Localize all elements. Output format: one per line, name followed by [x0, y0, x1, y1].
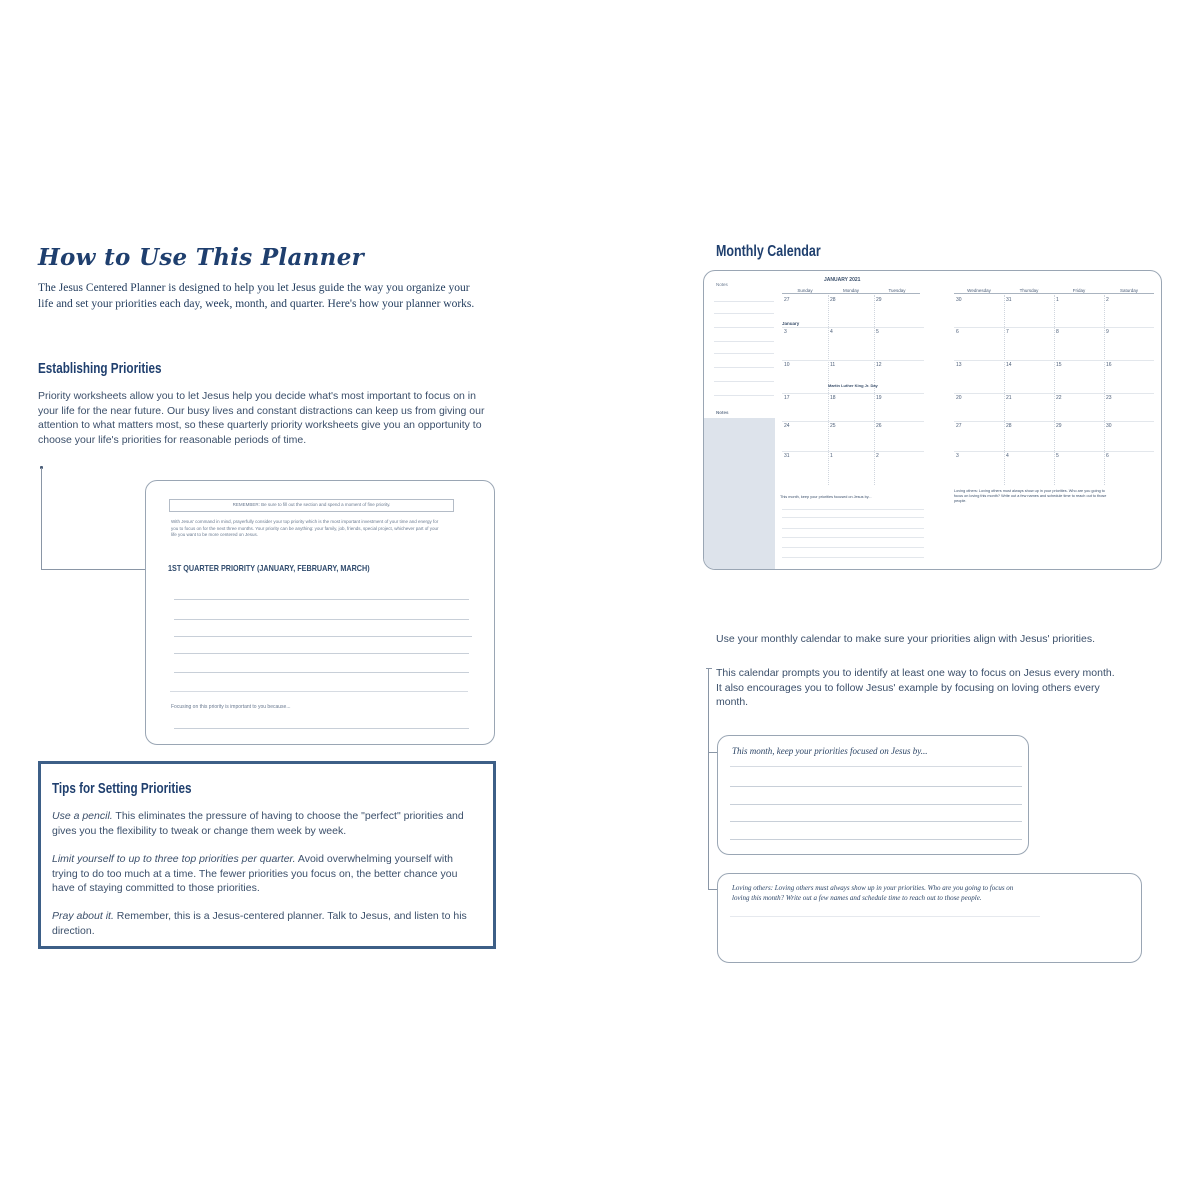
- tip-lead: Use a pencil.: [52, 810, 113, 822]
- day-number: 1: [1056, 297, 1059, 303]
- day-name: Thursday: [1004, 288, 1054, 294]
- tip-lead: Limit yourself to up to three top priorities per quarter.: [52, 853, 296, 865]
- writing-line: [170, 691, 468, 692]
- day-number: 2: [1106, 297, 1109, 303]
- day-number: 12: [876, 362, 882, 368]
- day-number: 18: [830, 395, 836, 401]
- grid-line: [782, 327, 924, 328]
- intro-paragraph: The Jesus Centered Planner is designed to help you let Jesus guide the way you organize your life and set your priorities each day, week, month, and quarter. Here's how your planner works.: [38, 282, 475, 310]
- tip-text: Avoid overwhelming yourself with trying to do too much at a time. The fewer priorities you focus on, the better chance you have of staying committed to those priorities.: [52, 853, 458, 894]
- sidebar-shaded-panel: [704, 418, 775, 570]
- day-number: 25: [830, 423, 836, 429]
- tip-lead: Pray about it.: [52, 910, 114, 922]
- tip-text: This eliminates the pressure of having to choose the "perfect" priorities and gives you the flexibility to tweak or change them week by week.: [52, 810, 464, 837]
- writing-line: [730, 766, 1022, 767]
- day-number: 29: [876, 297, 882, 303]
- calendar-loving-prompt: Loving others: Loving others must always show up in your priorities. Who are you going to focus on loving this month? Write out a few names and schedule time to reach out to those people.: [954, 489, 1107, 503]
- writing-line: [174, 672, 469, 673]
- writing-line: [782, 509, 924, 510]
- day-number: 21: [1006, 395, 1012, 401]
- day-number: 16: [1106, 362, 1112, 368]
- day-number: 23: [1106, 395, 1112, 401]
- month-label: JANUARY 2021: [824, 277, 861, 283]
- calendar-focus-prompt: This month, keep your priorities focused on Jesus by...: [780, 495, 872, 499]
- priority-worksheet-card: [145, 480, 495, 745]
- writing-line: [782, 517, 924, 518]
- tip-text: Remember, this is a Jesus-centered planner. Talk to Jesus, and listen to his direction.: [52, 910, 467, 937]
- note-line: [714, 301, 774, 302]
- day-name: Saturday: [1104, 288, 1154, 294]
- day-number: 31: [784, 453, 790, 459]
- grid-line: [954, 393, 1154, 394]
- day-number: 15: [1056, 362, 1062, 368]
- writing-line: [730, 786, 1022, 787]
- tip-item: [52, 809, 477, 838]
- day-number: 6: [956, 329, 959, 335]
- connector-line: [41, 569, 157, 570]
- grid-line: [954, 327, 1154, 328]
- section-heading: Establishing Priorities: [38, 360, 162, 377]
- day-number: 19: [876, 395, 882, 401]
- day-number: 10: [784, 362, 790, 368]
- writing-line: [782, 528, 924, 529]
- note-line: [714, 313, 774, 314]
- loving-callout-text: Loving others: Loving others must always show up in your priorities. Who are you going to focus on loving this month? Write out a few names and schedule time to reach out to those people.: [732, 884, 1014, 902]
- grid-line: [782, 421, 924, 422]
- grid-line: [782, 393, 924, 394]
- grid-line: [954, 451, 1154, 452]
- tips-box: [38, 761, 496, 949]
- calendar-description: This calendar prompts you to identify at least one way to focus on Jesus every month. It also encourages you to follow Jesus' example by focusing on loving others every month.: [716, 667, 1115, 708]
- writing-line: [174, 636, 472, 637]
- notes-label: Notes: [716, 282, 728, 287]
- day-number: 3: [956, 453, 959, 459]
- day-number: 27: [784, 297, 790, 303]
- day-number: 30: [956, 297, 962, 303]
- calendar-caption: Use your monthly calendar to make sure your priorities align with Jesus' priorities.: [716, 633, 1095, 645]
- day-number: 3: [784, 329, 787, 335]
- writing-line: [730, 839, 1022, 840]
- focus-callout-text: This month, keep your priorities focused on Jesus by...: [732, 746, 928, 756]
- day-number: 14: [1006, 362, 1012, 368]
- day-number: 30: [1106, 423, 1112, 429]
- day-number: 4: [830, 329, 833, 335]
- day-number: 31: [1006, 297, 1012, 303]
- day-number: 28: [1006, 423, 1012, 429]
- monthly-calendar-preview: [703, 270, 1162, 570]
- note-line: [714, 395, 774, 396]
- day-name: Sunday: [782, 288, 828, 294]
- writing-line: [782, 557, 924, 558]
- section-body: Priority worksheets allow you to let Jesus help you decide what's most important to focus on in your life for the near future. Our busy lives and constant distractions can keep us from giving our attention to what matters most, so these quarterly priority worksheets give you an opportunity to choose your life's priorities for reasonable periods of time.: [38, 390, 485, 446]
- day-number: 24: [784, 423, 790, 429]
- grid-line: [828, 295, 829, 485]
- day-name: Wednesday: [954, 288, 1004, 294]
- note-line: [714, 381, 774, 382]
- grid-line: [782, 360, 924, 361]
- grid-line: [1054, 295, 1055, 485]
- tip-item: [52, 909, 480, 938]
- day-name: Tuesday: [874, 288, 920, 294]
- day-number: 2: [876, 453, 879, 459]
- writing-line: [782, 547, 924, 548]
- week-label: January: [782, 321, 800, 326]
- writing-line: [730, 804, 1022, 805]
- worksheet-body: With Jesus' command in mind, prayerfully consider your top priority which is the most important investment of your time and energy for you to focus on for the next three months. Your priority can be anything: your family, job, friends, special project, whichever part of your life you want to be more centered on Jesus.: [171, 519, 439, 537]
- event-label: Martin Luther King Jr. Day: [828, 383, 878, 388]
- day-name: Friday: [1054, 288, 1104, 294]
- page-title: How to Use This Planner: [38, 244, 365, 271]
- connector-line: [41, 468, 42, 569]
- writing-line: [174, 728, 469, 729]
- day-name: Monday: [828, 288, 874, 294]
- day-number: 4: [1006, 453, 1009, 459]
- day-number: 26: [876, 423, 882, 429]
- focus-callout-card: [717, 735, 1029, 855]
- grid-line: [954, 421, 1154, 422]
- loving-others-callout-card: [717, 873, 1142, 963]
- day-number: 1: [830, 453, 833, 459]
- writing-line: [782, 537, 924, 538]
- day-number: 5: [1056, 453, 1059, 459]
- priority-label: 1ST QUARTER PRIORITY (JANUARY, FEBRUARY, MARCH): [168, 563, 370, 573]
- day-number: 27: [956, 423, 962, 429]
- day-number: 8: [1056, 329, 1059, 335]
- grid-line: [782, 451, 924, 452]
- note-line: [714, 353, 774, 354]
- worksheet-banner: REMEMBER: Be sure to fill out the section and spend a moment of fine priority.: [169, 499, 454, 512]
- day-number: 13: [956, 362, 962, 368]
- grid-line: [874, 295, 875, 485]
- day-number: 11: [830, 362, 836, 368]
- footer-prompt: Focusing on this priority is important to you because...: [171, 704, 291, 710]
- grid-line: [1004, 295, 1005, 485]
- notes-label: Notes: [716, 410, 729, 415]
- writing-line: [730, 916, 1040, 917]
- day-number: 29: [1056, 423, 1062, 429]
- writing-line: [730, 821, 1022, 822]
- tip-item: [52, 852, 480, 896]
- grid-line: [1104, 295, 1105, 485]
- tips-heading: Tips for Setting Priorities: [52, 780, 192, 797]
- writing-line: [174, 619, 469, 620]
- grid-line: [954, 360, 1154, 361]
- day-number: 7: [1006, 329, 1009, 335]
- note-line: [714, 327, 774, 328]
- connector-line: [708, 668, 709, 890]
- writing-line: [174, 653, 469, 654]
- note-line: [714, 367, 774, 368]
- calendar-heading: Monthly Calendar: [716, 243, 821, 260]
- writing-line: [174, 599, 469, 600]
- day-number: 6: [1106, 453, 1109, 459]
- day-number: 28: [830, 297, 836, 303]
- note-line: [714, 341, 774, 342]
- day-number: 5: [876, 329, 879, 335]
- day-number: 20: [956, 395, 962, 401]
- connector-line: [706, 668, 712, 669]
- day-number: 22: [1056, 395, 1062, 401]
- day-number: 17: [784, 395, 790, 401]
- day-number: 9: [1106, 329, 1109, 335]
